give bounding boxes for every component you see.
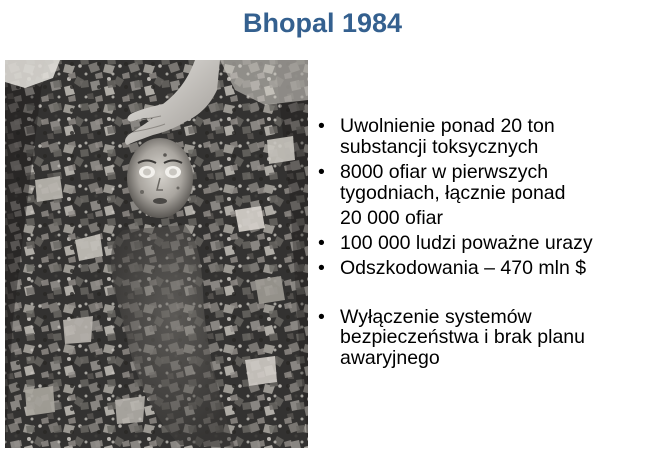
- bullet-item: [318, 116, 638, 157]
- bullet-item: [318, 162, 638, 229]
- bullet-line: Wyłączenie systemów: [340, 305, 532, 328]
- bullet-line: bezpieczeństwa i brak planu: [340, 326, 585, 348]
- bullet-glyph: •: [318, 257, 325, 279]
- bullet-line: 100 000 ludzi poważne urazy: [340, 231, 593, 254]
- bullet-item: [318, 233, 638, 254]
- bullet-item: [318, 307, 638, 369]
- bullet-line: Odszkodowania – 470 mln $: [340, 257, 587, 279]
- bullet-glyph: •: [318, 161, 325, 183]
- photo-burial-child: [5, 60, 308, 448]
- slide-title: Bhopal 1984: [242, 8, 403, 38]
- bullet-item: [318, 258, 638, 279]
- bullet-line: 8000 ofiar w pierwszych: [340, 161, 549, 183]
- bullet-line: 20 000 ofiar: [340, 207, 443, 229]
- bullet-line: substancji toksycznych: [340, 135, 539, 158]
- bullet-line: tygodniach, łącznie ponad: [340, 181, 566, 204]
- photo-image: [5, 60, 308, 448]
- bullet-glyph: •: [318, 231, 325, 254]
- bullet-list: [318, 116, 638, 368]
- bullet-line: Uwolnienie ponad 20 ton: [340, 115, 555, 137]
- bullet-glyph: •: [318, 305, 325, 328]
- bullet-glyph: •: [318, 115, 325, 137]
- bullet-line: awaryjnego: [340, 346, 440, 369]
